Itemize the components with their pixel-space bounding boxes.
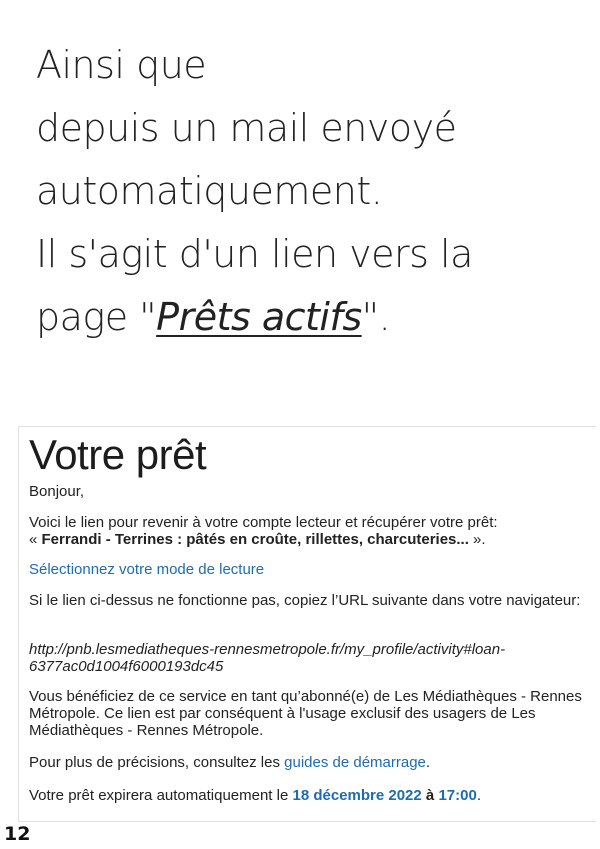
intro-line-5-prefix: page ": [36, 295, 157, 339]
book-open-quote: «: [29, 531, 42, 548]
email-screenshot: [18, 426, 596, 822]
page-number: 12: [4, 823, 31, 845]
intro-line-4: Il s'agit d'un lien vers la: [36, 232, 473, 276]
service-text: Vous bénéficiez de ce service en tant qu’abonné(e) de Les Médiathèques - Rennes Métropole. Ce lien est par conséquent à l'usage exclusif des usagers de Les Médiathèques - Rennes Métropole.: [29, 688, 582, 739]
expiry-suffix: .: [476, 787, 481, 804]
select-link-paragraph: [29, 561, 589, 578]
expiry-paragraph: [29, 787, 589, 804]
intro-line-1: Ainsi que: [36, 43, 207, 87]
guides-link[interactable]: guides de démarrage: [284, 754, 426, 771]
intro-line-2: depuis un mail envoyé: [36, 106, 457, 150]
intro-line-5: [36, 286, 586, 349]
email-title: Votre prêt: [29, 431, 207, 478]
more-info-prefix: Pour plus de précisions, consultez les: [29, 754, 285, 771]
fallback-text: Si le lien ci-dessus ne fonctionne pas, copiez l’URL suivante dans votre navigateur:: [29, 592, 581, 609]
expiry-time: 17:00: [438, 787, 477, 804]
select-reading-mode-link[interactable]: Sélectionnez votre mode de lecture: [29, 561, 265, 578]
email-intro-paragraph: [29, 514, 589, 548]
intro-line-5-suffix: ".: [361, 295, 391, 339]
expiry-prefix: Votre prêt expirera automatiquement le: [29, 787, 293, 804]
email-greeting: Bonjour,: [29, 483, 85, 500]
loan-url[interactable]: http://pnb.lesmediatheques-rennesmetropole.fr/my_profile/activity#loan-6377ac0d1004f6000193dc45: [29, 641, 506, 675]
more-info-paragraph: [29, 754, 589, 771]
intro-text: [36, 34, 586, 349]
more-info-suffix: .: [425, 754, 431, 771]
book-close-quote: ».: [468, 531, 486, 548]
intro-line-3: automatiquement.: [36, 169, 383, 213]
prets-actifs-link[interactable]: Prêts actifs: [156, 295, 362, 339]
book-title: Ferrandi - Terrines : pâtés en croûte, rillettes, charcuteries...: [41, 531, 469, 548]
email-intro-text: Voici le lien pour revenir à votre compte lecteur et récupérer votre prêt:: [29, 514, 498, 531]
expiry-date: 18 décembre 2022: [292, 787, 422, 804]
expiry-mid: à: [421, 787, 439, 804]
